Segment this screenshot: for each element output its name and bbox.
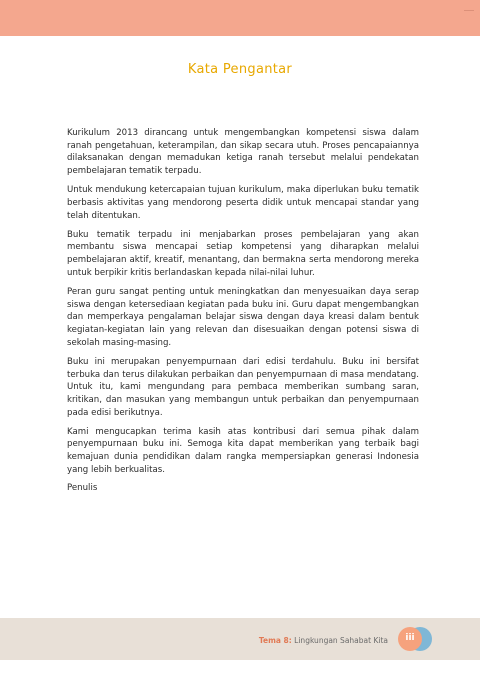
body-text xyxy=(67,127,419,483)
footer-theme xyxy=(259,636,388,645)
page-title: Kata Pengantar xyxy=(187,62,293,77)
paragraph-1: Kurikulum 2013 dirancang untuk mengembangkan kompetensi siswa dalam ranah pengetahuan, keterampilan, dan sikap secara utuh. Proses pencapaiannya dilaksanakan dengan memadukan ketiga ranah tersebut melalui pendekatan pembelajaran tematik terpadu. xyxy=(67,128,419,177)
author-signature: Penulis xyxy=(67,483,98,493)
paragraph-3: Buku tematik terpadu ini menjabarkan proses pembelajaran yang akan membantu siswa mencapai setiap kompetensi yang diharapkan melalui pembelajaran aktif, kreatif, menantang, dan bermakna serta mendorong mereka untuk berpikir kritis berlandaskan kepada nilai-nilai luhur. xyxy=(67,229,419,278)
header-band xyxy=(0,0,480,36)
footer-theme-label: Tema 8: xyxy=(258,636,292,645)
page-number: iii xyxy=(405,633,415,643)
paragraph-6: Kami mengucapkan terima kasih atas kontribusi dari semua pihak dalam penyempurnaan buku ini. Semoga kita dapat memberikan yang terbaik bagi kemajuan dunia pendidikan dalam rangka mempersiapkan generasi Indonesia yang lebih berkualitas. xyxy=(67,426,419,475)
footer-theme-title: Lingkungan Sahabat Kita xyxy=(294,636,388,645)
corner-mark xyxy=(464,2,474,11)
paragraph-4: Peran guru sangat penting untuk meningkatkan dan menyesuaikan daya serap siswa dengan ketersediaan kegiatan pada buku ini. Guru dapat mengembangkan dan memperkaya pengalaman belajar siswa dengan daya kreasi dalam bentuk kegiatan-kegiatan lain yang relevan dan disesuaikan dengan potensi siswa di sekolah masing-masing. xyxy=(67,286,419,348)
bottom-margin xyxy=(0,660,480,683)
paragraph-5: Buku ini merupakan penyempurnaan dari edisi terdahulu. Buku ini bersifat terbuka dan terus dilakukan perbaikan dan penyempurnaan di masa mendatang. Untuk itu, kami mengundang para pembaca memberikan sumbang saran, kritikan, dan masukan yang membangun untuk perbaikan dan penyempurnaan pada edisi berikutnya. xyxy=(67,356,419,418)
page-number-badge xyxy=(398,627,432,653)
paragraph-2: Untuk mendukung ketercapaian tujuan kurikulum, maka diperlukan buku tematik berbasis aktivitas yang mendorong peserta didik untuk mencapai standar yang telah ditentukan. xyxy=(67,185,419,221)
